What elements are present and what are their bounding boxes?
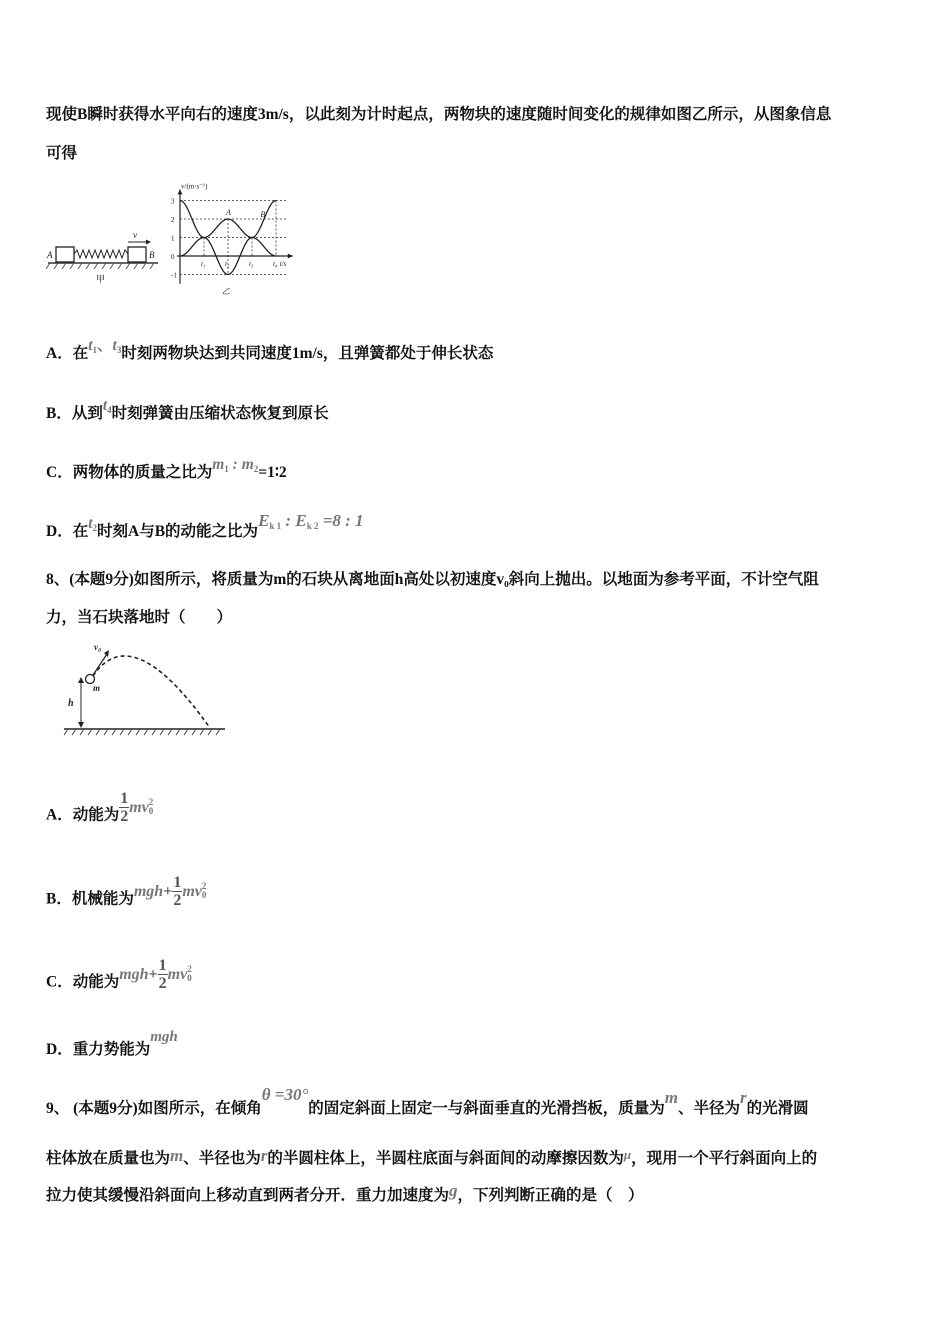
block-a (56, 247, 74, 262)
t2-symbol: $t_2$ (88, 515, 98, 533)
t1-symbol: $t_1$ (88, 337, 98, 355)
q8-stem-line-1: 8、(本题9分)如图所示，将质量为m的石块从离地面h高处以初速度v₀斜向上抛出。以地面为参考平面，不计空气阻 (46, 571, 819, 588)
velocity-label: v₀ (94, 642, 102, 652)
ground-hatch (46, 263, 154, 269)
block-a-label: A (47, 250, 53, 260)
theta-expr: θ =30° (261, 1085, 309, 1104)
option-a-prefix: A．在 (46, 345, 89, 362)
option-a-text: 时刻两物块达到共同速度1m/s，且弹簧都处于伸长状态 (121, 345, 494, 362)
x-tick-label: t₃ (249, 260, 254, 268)
option-c-text: =1∶2 (258, 464, 287, 481)
option-d-text: 时刻A与B的动能之比为 (97, 523, 259, 540)
q7-option-a[interactable] (46, 337, 494, 363)
y-tick-label: 0 (171, 253, 175, 261)
energy-ratio-expr: $E_{k 1}$ : $E_{k 2} =8$ : 1 (258, 511, 364, 531)
t3-symbol: $t_3$ (112, 337, 122, 355)
option-c-prefix: C．动能为 (46, 973, 120, 991)
q9-stem-line-1: 9、 (本题9分)如图所示，在倾角θ =30°的固定斜面上固定一与斜面垂直的光滑挡板，质量为m、半径为r的光滑圆 (46, 1085, 809, 1117)
option-b-prefix: B．从到 (46, 405, 103, 422)
q7-option-c[interactable] (46, 456, 287, 482)
q8-stem-line-2: 力，当石块落地时（ ） (46, 609, 233, 626)
q9-stem-line-2: 柱体放在质量也为m、半径也为r的半圆柱体上，半圆柱底面与斜面间的动摩擦因数为$^\mu$，现用一个平行斜面向上的 (46, 1146, 818, 1167)
radius-symbol-2: r (260, 1146, 268, 1165)
mass-symbol: m (664, 1088, 679, 1107)
velocity-arrow (93, 654, 107, 675)
y-tick-label: 3 (171, 197, 175, 206)
x-tick-label: t₄ (273, 260, 278, 268)
x-axis-arrow (288, 254, 293, 259)
option-b-prefix: B．机械能为 (46, 890, 134, 908)
figure-1-caption-jia: 甲 (96, 274, 106, 284)
block-b-label: B (149, 250, 155, 260)
mass-symbol-2: m (170, 1146, 184, 1165)
q8-option-b[interactable] (46, 874, 207, 918)
series-a-label: A (226, 208, 231, 217)
option-a-separator: 、 (97, 337, 113, 354)
block-b (128, 247, 146, 262)
q8-option-c[interactable] (46, 957, 192, 1001)
height-label: h (68, 698, 74, 709)
ground-hatch (64, 729, 220, 735)
y-tick-label: 2 (171, 216, 175, 224)
t4-symbol: $t_4$ (102, 397, 112, 415)
potential-energy-expr: mgh (150, 1029, 178, 1045)
figure-1-vt-chart (166, 172, 298, 297)
kinetic-energy-sum-expr: mgh+ $\frac{1}{2}$ mv 2 0 (119, 957, 192, 992)
g-symbol: g (449, 1181, 458, 1200)
velocity-arrow-label: v (133, 230, 137, 240)
radius-symbol: r (740, 1088, 747, 1107)
mass-ratio-expr: $m_1$ : $m_2$ (212, 456, 259, 474)
q9-stem-line-3: 拉力使其缓慢沿斜面向上移动直到两者分开．重力加速度为g，下列判断正确的是（ ） (46, 1181, 644, 1204)
figure-2-projectile (60, 636, 230, 740)
y-tick-label: 1 (171, 234, 175, 243)
option-c-prefix: C．两物体的质量之比为 (46, 464, 213, 481)
q7-option-b[interactable] (46, 397, 329, 423)
figure-1-spring-diagram (46, 172, 176, 292)
option-d-prefix: D．在 (46, 523, 89, 540)
intro-line-1: 现使B瞬时获得水平向右的速度3m/s，以此刻为计时起点，两物块的速度随时间变化的规律如图乙所示，从图象信息 (46, 106, 832, 123)
y-tick-label: -1 (171, 271, 177, 280)
x-axis-label: t/s (279, 260, 287, 268)
option-d-prefix: D．重力势能为 (46, 1041, 151, 1058)
kinetic-energy-expr: $\frac{1}{2}$ mv 2 0 (120, 790, 154, 825)
option-a-prefix: A．动能为 (46, 806, 120, 824)
trajectory (93, 656, 210, 728)
q7-option-d[interactable] (46, 511, 364, 541)
option-b-text: 时刻弹簧由压缩状态恢复到原长 (111, 405, 329, 422)
x-tick-label: t₂ (225, 260, 230, 268)
x-tick-label: t₁ (201, 260, 206, 268)
q8-option-a[interactable] (46, 790, 154, 834)
mu-symbol: μ (623, 1147, 632, 1162)
mass-label: m (93, 683, 101, 693)
mechanical-energy-expr: mgh+ $\frac{1}{2}$ mv 2 0 (133, 874, 207, 909)
series-b-label: B (260, 210, 266, 220)
q8-option-d[interactable] (46, 1029, 178, 1059)
chart-caption: 乙 (222, 287, 230, 296)
spring (74, 250, 128, 258)
intro-line-2: 可得 (46, 145, 78, 162)
y-axis-label: v/(m·s⁻¹) (181, 182, 208, 191)
